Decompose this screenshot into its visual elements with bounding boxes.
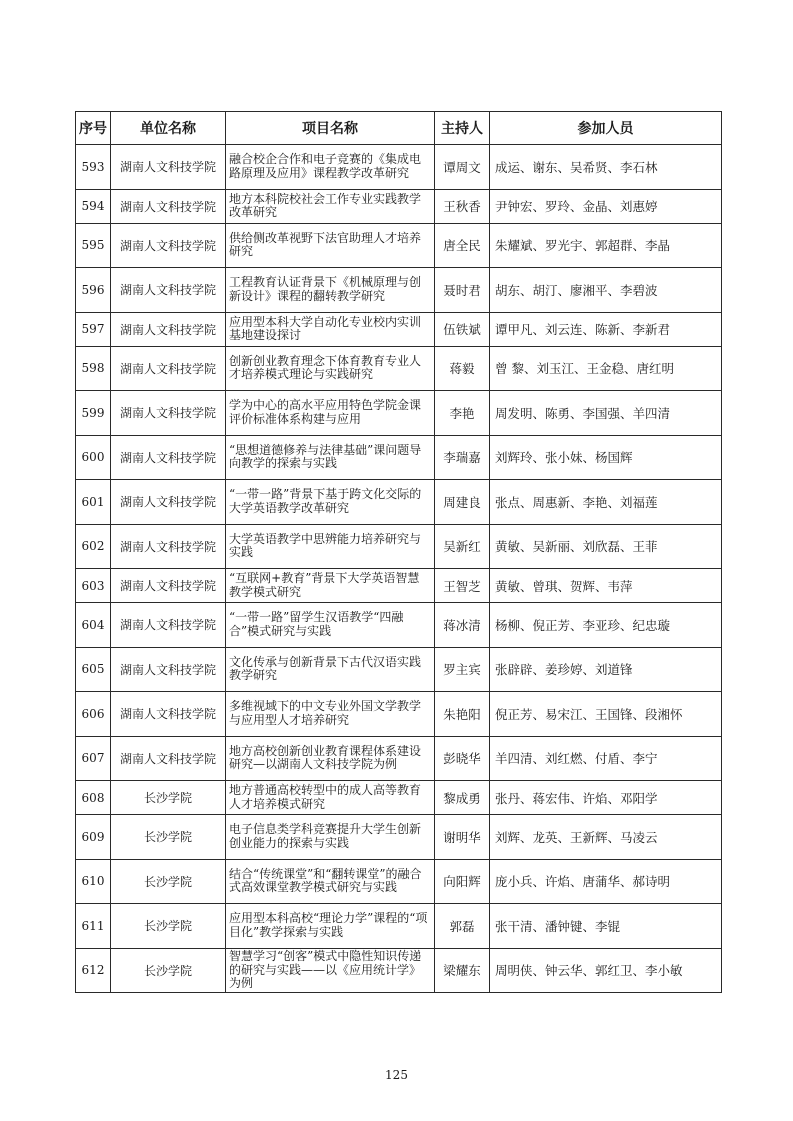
row-unit: 湖南人文科技学院 — [111, 435, 226, 480]
row-project: 地方普通高校转型中的成人高等教育人才培养模式研究 — [226, 781, 435, 815]
table-row — [76, 859, 722, 904]
row-members: 刘辉玲、张小妹、杨国辉 — [490, 435, 722, 480]
row-unit: 湖南人文科技学院 — [111, 391, 226, 436]
row-host: 李艳 — [435, 391, 490, 436]
row-no: 610 — [76, 859, 111, 904]
table-header-row — [76, 112, 722, 145]
row-project: 工程教育认证背景下《机械原理与创新设计》课程的翻转教学研究 — [226, 268, 435, 313]
row-no: 602 — [76, 524, 111, 569]
row-project: 应用型本科高校“理论力学”课程的“项目化”教学探索与实践 — [226, 904, 435, 949]
table-row — [76, 781, 722, 815]
row-host: 王秋香 — [435, 189, 490, 223]
row-unit: 湖南人文科技学院 — [111, 692, 226, 737]
row-host: 唐全民 — [435, 223, 490, 268]
row-no: 596 — [76, 268, 111, 313]
row-project: 地方高校创新创业教育课程体系建设研究—以湖南人文科技学院为例 — [226, 736, 435, 781]
table-row — [76, 435, 722, 480]
row-host: 朱艳阳 — [435, 692, 490, 737]
row-members: 尹钟宏、罗玲、金晶、刘惠婷 — [490, 189, 722, 223]
table-row — [76, 948, 722, 993]
row-project: “一带一路”留学生汉语教学“四融合”模式研究与实践 — [226, 603, 435, 648]
row-unit: 长沙学院 — [111, 904, 226, 949]
row-unit: 湖南人文科技学院 — [111, 346, 226, 391]
row-unit: 湖南人文科技学院 — [111, 524, 226, 569]
row-project: 应用型本科大学自动化专业校内实训基地建设探讨 — [226, 312, 435, 346]
row-members: 刘辉、龙英、王新辉、马凌云 — [490, 815, 722, 860]
row-host: 王智芝 — [435, 569, 490, 603]
row-no: 604 — [76, 603, 111, 648]
row-project: 结合“传统课堂”和“翻转课堂”的融合式高效课堂教学模式研究与实践 — [226, 859, 435, 904]
row-host: 周建良 — [435, 480, 490, 525]
row-project: “思想道德修养与法律基础”课问题导向教学的探索与实践 — [226, 435, 435, 480]
project-table — [75, 111, 722, 993]
table-row — [76, 647, 722, 692]
row-no: 612 — [76, 948, 111, 993]
row-host: 伍铁斌 — [435, 312, 490, 346]
row-host: 聂时君 — [435, 268, 490, 313]
row-no: 593 — [76, 145, 111, 190]
row-members: 朱耀斌、罗光宇、郭超群、李晶 — [490, 223, 722, 268]
row-no: 605 — [76, 647, 111, 692]
table-row — [76, 904, 722, 949]
row-unit: 湖南人文科技学院 — [111, 268, 226, 313]
row-project: 智慧学习“创客”模式中隐性知识传递的研究与实践——以《应用统计学》为例 — [226, 948, 435, 993]
row-host: 梁耀东 — [435, 948, 490, 993]
row-project: “一带一路”背景下基于跨文化交际的大学英语教学改革研究 — [226, 480, 435, 525]
row-no: 601 — [76, 480, 111, 525]
row-no: 598 — [76, 346, 111, 391]
row-project: 电子信息类学科竞赛提升大学生创新创业能力的探索与实践 — [226, 815, 435, 860]
table-row — [76, 480, 722, 525]
page-number: 125 — [385, 1068, 408, 1082]
row-project: 地方本科院校社会工作专业实践教学改革研究 — [226, 189, 435, 223]
row-members: 谭甲凡、刘云连、陈新、李新君 — [490, 312, 722, 346]
row-unit: 湖南人文科技学院 — [111, 223, 226, 268]
header-members: 参加人员 — [490, 112, 722, 145]
row-unit: 湖南人文科技学院 — [111, 736, 226, 781]
row-members: 黄敏、吴新丽、刘欣磊、王菲 — [490, 524, 722, 569]
row-project: 融合校企合作和电子竞赛的《集成电路原理及应用》课程教学改革研究 — [226, 145, 435, 190]
table-row — [76, 736, 722, 781]
row-host: 彭晓华 — [435, 736, 490, 781]
table-row — [76, 815, 722, 860]
row-unit: 湖南人文科技学院 — [111, 480, 226, 525]
row-project: 供给侧改革视野下法官助理人才培养研究 — [226, 223, 435, 268]
header-project: 项目名称 — [226, 112, 435, 145]
row-host: 郭磊 — [435, 904, 490, 949]
row-members: 羊四清、刘红燃、付盾、李宁 — [490, 736, 722, 781]
row-host: 蒋冰清 — [435, 603, 490, 648]
row-no: 608 — [76, 781, 111, 815]
row-no: 594 — [76, 189, 111, 223]
row-unit: 湖南人文科技学院 — [111, 603, 226, 648]
row-project: 创新创业教育理念下体育教育专业人才培养模式理论与实践研究 — [226, 346, 435, 391]
table-row — [76, 692, 722, 737]
row-host: 黎成勇 — [435, 781, 490, 815]
row-unit: 湖南人文科技学院 — [111, 189, 226, 223]
row-project: 文化传承与创新背景下古代汉语实践教学研究 — [226, 647, 435, 692]
row-no: 611 — [76, 904, 111, 949]
row-members: 周明侠、钟云华、郭红卫、李小敏 — [490, 948, 722, 993]
row-project: 大学英语教学中思辨能力培养研究与实践 — [226, 524, 435, 569]
row-host: 罗主宾 — [435, 647, 490, 692]
row-unit: 湖南人文科技学院 — [111, 312, 226, 346]
table-row — [76, 391, 722, 436]
table-row — [76, 312, 722, 346]
row-unit: 长沙学院 — [111, 948, 226, 993]
table-row — [76, 346, 722, 391]
table-row — [76, 223, 722, 268]
row-host: 谭周文 — [435, 145, 490, 190]
row-members: 成运、谢东、吴希贤、李石林 — [490, 145, 722, 190]
row-members: 黄敏、曾琪、贺辉、韦萍 — [490, 569, 722, 603]
row-project: 多维视域下的中文专业外国文学教学与应用型人才培养研究 — [226, 692, 435, 737]
row-no: 609 — [76, 815, 111, 860]
row-no: 597 — [76, 312, 111, 346]
header-no: 序号 — [76, 112, 111, 145]
row-members: 张丹、蒋宏伟、许焰、邓阳学 — [490, 781, 722, 815]
row-unit: 湖南人文科技学院 — [111, 647, 226, 692]
row-no: 607 — [76, 736, 111, 781]
row-members: 张辟辟、姜珍婷、刘道锋 — [490, 647, 722, 692]
header-unit: 单位名称 — [111, 112, 226, 145]
row-no: 599 — [76, 391, 111, 436]
table-row — [76, 603, 722, 648]
row-unit: 湖南人文科技学院 — [111, 145, 226, 190]
row-members: 张点、周惠新、李艳、刘福莲 — [490, 480, 722, 525]
row-host: 谢明华 — [435, 815, 490, 860]
row-host: 向阳辉 — [435, 859, 490, 904]
row-members: 周发明、陈勇、李国强、羊四清 — [490, 391, 722, 436]
table-row — [76, 145, 722, 190]
row-unit: 长沙学院 — [111, 859, 226, 904]
table-row — [76, 189, 722, 223]
row-no: 606 — [76, 692, 111, 737]
row-members: 倪正芳、易宋江、王国锋、段湘怀 — [490, 692, 722, 737]
row-host: 吴新红 — [435, 524, 490, 569]
table-row — [76, 268, 722, 313]
row-members: 张干清、潘钟键、李锟 — [490, 904, 722, 949]
row-unit: 长沙学院 — [111, 781, 226, 815]
row-members: 杨柳、倪正芳、李亚珍、纪忠璇 — [490, 603, 722, 648]
row-members: 胡东、胡汀、廖湘平、李碧波 — [490, 268, 722, 313]
row-project: 学为中心的高水平应用特色学院金课评价标准体系构建与应用 — [226, 391, 435, 436]
row-project: “互联网+教育”背景下大学英语智慧教学模式研究 — [226, 569, 435, 603]
row-members: 庞小兵、许焰、唐蒲华、郝诗明 — [490, 859, 722, 904]
row-members: 曾 黎、刘玉江、王金稳、唐红明 — [490, 346, 722, 391]
row-no: 603 — [76, 569, 111, 603]
row-unit: 湖南人文科技学院 — [111, 569, 226, 603]
row-host: 李瑞嘉 — [435, 435, 490, 480]
table-row — [76, 569, 722, 603]
row-unit: 长沙学院 — [111, 815, 226, 860]
header-host: 主持人 — [435, 112, 490, 145]
row-no: 600 — [76, 435, 111, 480]
row-host: 蒋毅 — [435, 346, 490, 391]
table-row — [76, 524, 722, 569]
row-no: 595 — [76, 223, 111, 268]
